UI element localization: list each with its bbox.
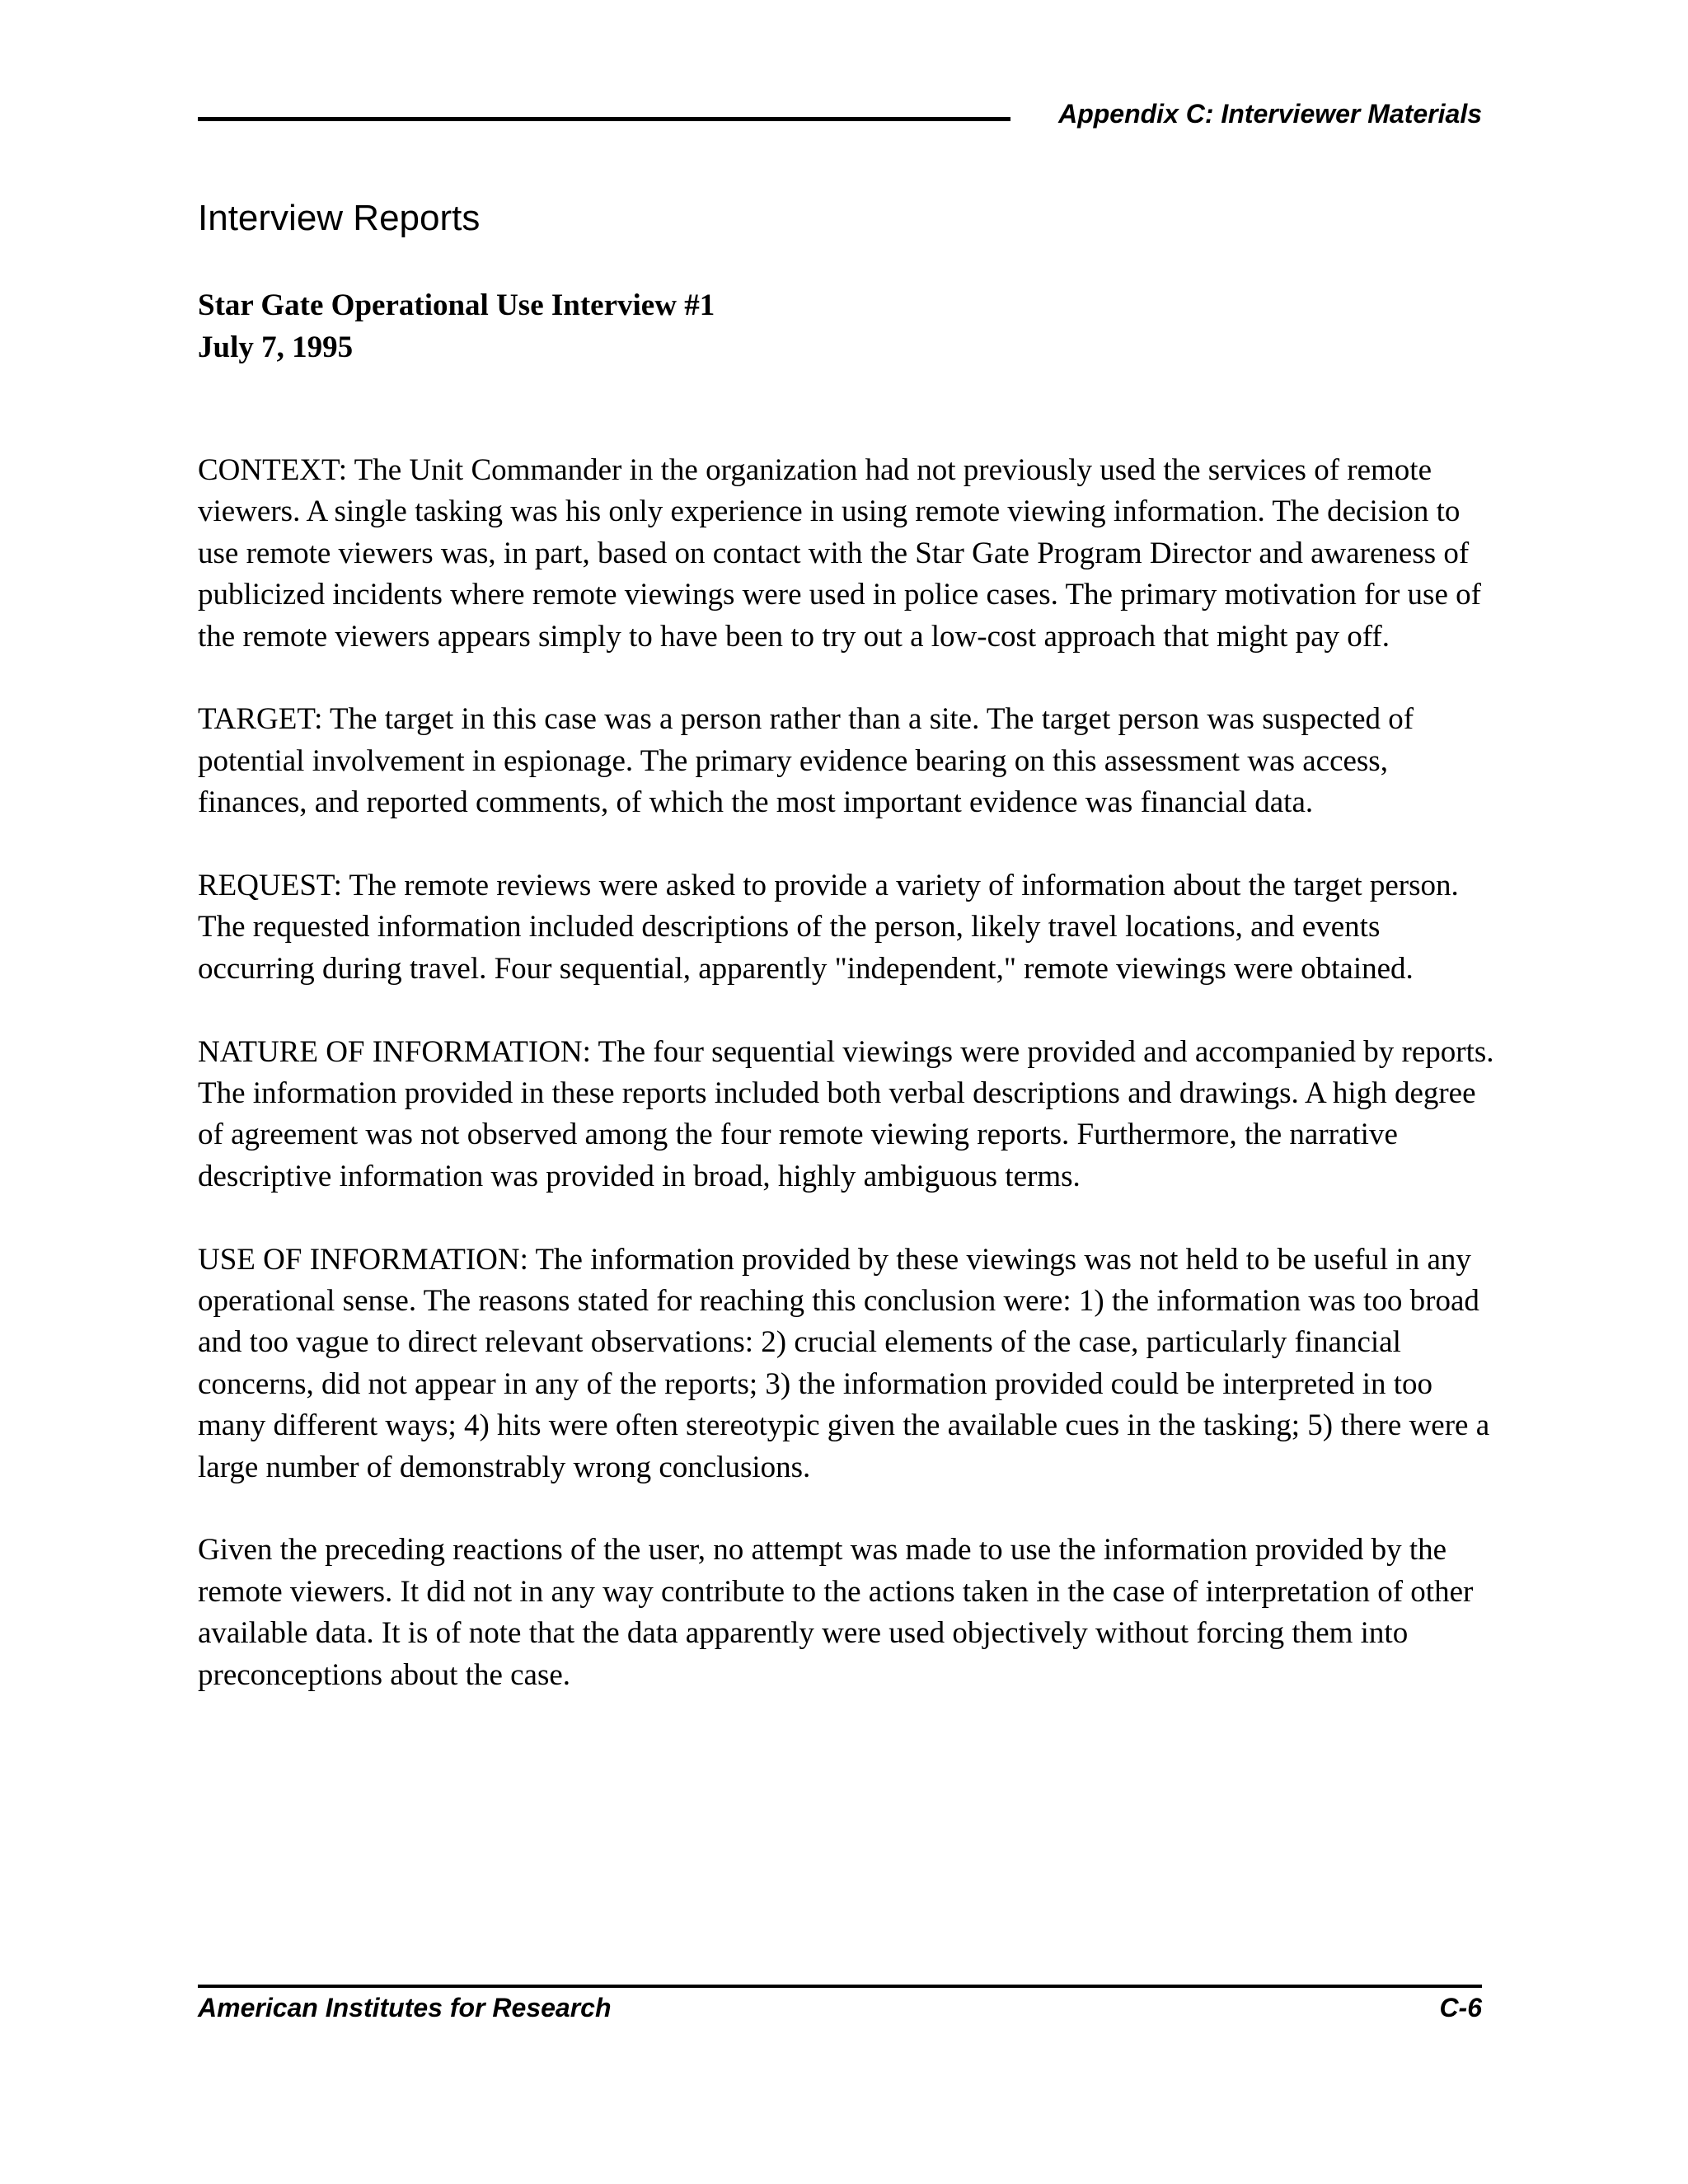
paragraph-context: CONTEXT: The Unit Commander in the organization had not previously used the services of remote viewers. A single tasking was his only experience in using remote viewing information. The decision to use remote viewers was, in part, based on contact with the Star Gate Program Director and awareness of publicized incidents where remote viewings were used in police cases. The primary motivation for use of the remote viewers appears simply to have been to try out a low-cost approach that might pay off. (198, 453, 1481, 654)
paragraph-use-of-information: USE OF INFORMATION: The information provided by these viewings was not held to be useful in any operational sense. The reasons stated for reaching this conclusion were: 1) the information was too broad and too vague to direct relevant observations: 2) crucial elements of the case, particularly financial concerns, did not appear in any of the reports; 3) the information provided could be interpreted in too many different ways; 4) hits were often stereotypic given the available cues in the tasking; 5) there were a large number of demonstrably wrong conclusions. (198, 1242, 1490, 1484)
paragraph-target: TARGET: The target in this case was a person rather than a site. The target person was suspected of potential involvement in espionage. The primary evidence bearing on this assessment was access, finances, and reported comments, of which the most important evidence was financial data. (198, 702, 1414, 820)
header-rule (198, 117, 1010, 121)
section-title: Interview Reports (198, 198, 481, 238)
paragraph-nature-of-information: NATURE OF INFORMATION: The four sequential viewings were provided and accompanied by reports. The information provided in these reports included both verbal descriptions and drawings. A high degree of agreement was not observed among the four remote viewing reports. Furthermore, the narrative descriptive information was provided in broad, highly ambiguous terms. (198, 1034, 1494, 1193)
footer-organization: American Institutes for Research (198, 1993, 612, 2022)
report-body (198, 450, 1500, 1738)
report-heading (198, 284, 715, 368)
paragraph-request: REQUEST: The remote reviews were asked to provide a variety of information about the target person. The requested information included descriptions of the person, likely travel locations, and events occurring during travel. Four sequential, apparently "independent," remote viewings were obtained. (198, 869, 1459, 986)
report-title: Star Gate Operational Use Interview #1 (198, 288, 715, 322)
footer-rule (198, 1985, 1482, 1988)
running-header: Appendix C: Interviewer Materials (1058, 99, 1482, 129)
report-date: July 7, 1995 (198, 330, 354, 364)
footer-page-number: C-6 (1439, 1993, 1482, 2022)
paragraph-conclusion: Given the preceding reactions of the user, no attempt was made to use the information provided by the remote viewers. It did not in any way contribute to the actions taken in the case of interpretation of other available data. It is of note that the data apparently were used objectively without forcing them into preconceptions about the case. (198, 1533, 1474, 1692)
